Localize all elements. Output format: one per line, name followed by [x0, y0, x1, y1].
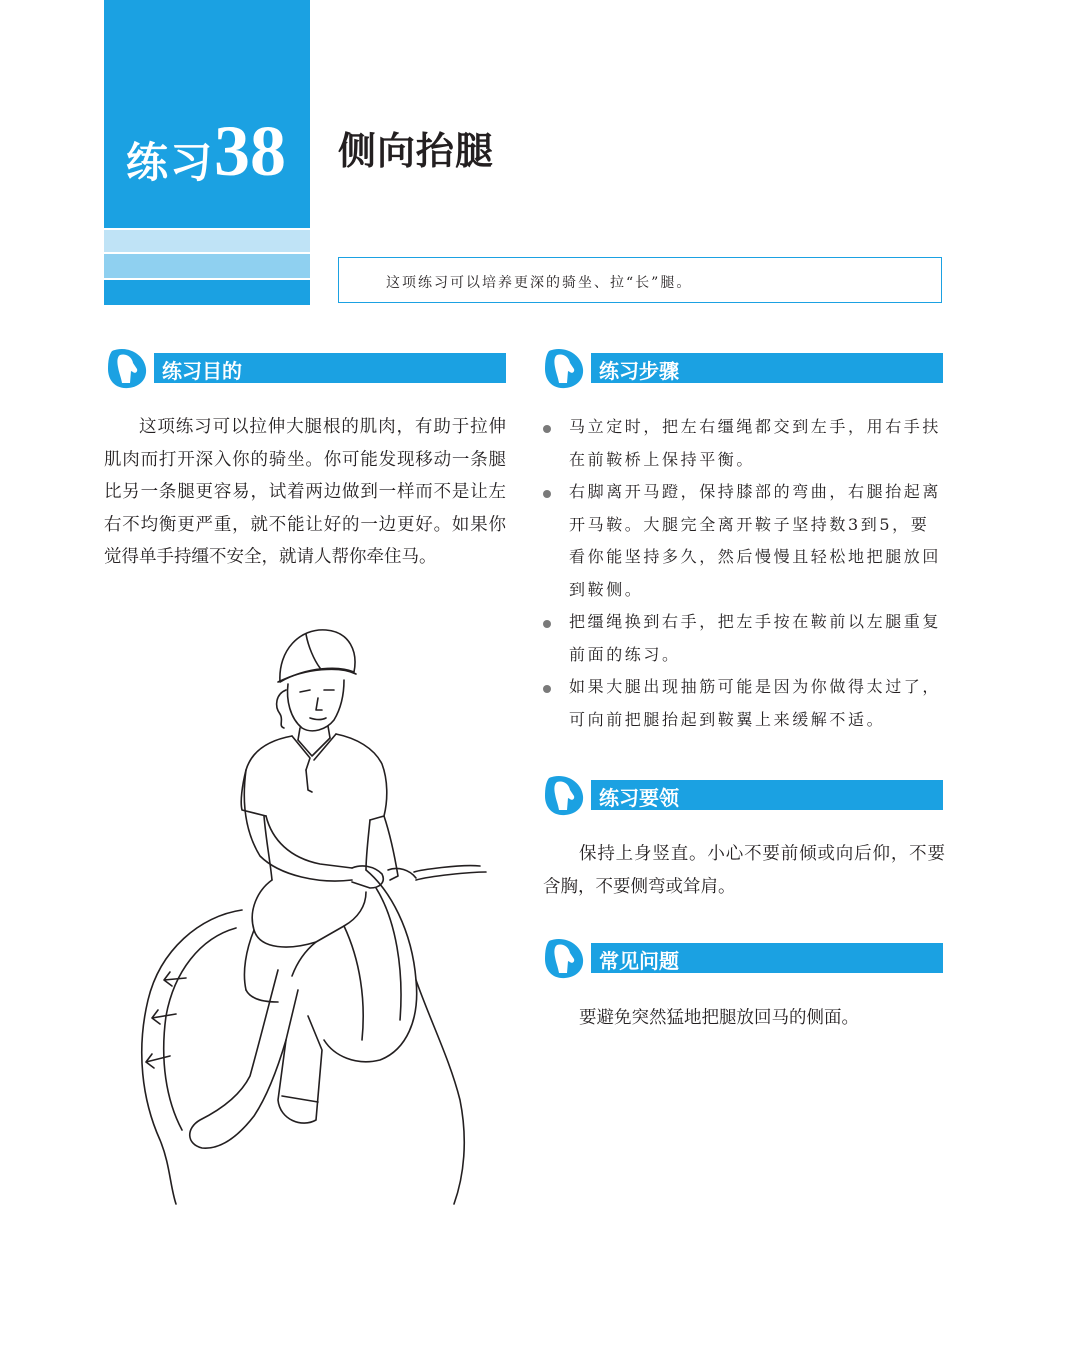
- horse-head-icon: [106, 347, 150, 389]
- bullet: [543, 490, 551, 498]
- section-heading: 练习目的: [162, 359, 242, 383]
- rider-lifting-leg-illustration: [130, 620, 510, 1210]
- step-text: 右脚离开马蹬，保持膝部的弯曲，右腿抬起离开马鞍。大腿完全离开鞍子坚持数3到5，要看你能坚持多久，然后慢慢且轻松地把腿放回到鞍侧。: [569, 482, 942, 599]
- list-item: [543, 671, 945, 736]
- summary-text: 这项练习可以培养更深的骑坐、拉“长”腿。: [386, 275, 693, 291]
- list-item: [543, 476, 945, 606]
- step-text: 把缰绳换到右手，把左手按在鞍前以左腿重复前面的练习。: [569, 612, 942, 664]
- section-heading: 常见问题: [599, 949, 679, 973]
- exercise-number: 38: [214, 111, 286, 191]
- list-item: [543, 606, 945, 671]
- bullet: [543, 425, 551, 433]
- horse-head-icon: [543, 937, 587, 979]
- bullet: [543, 685, 551, 693]
- horse-head-icon: [543, 774, 587, 816]
- section-header-key-points: [541, 780, 943, 810]
- section-header-purpose: [104, 353, 506, 383]
- exercise-title: 侧向抬腿: [338, 128, 495, 173]
- decor-stripe: [104, 230, 310, 252]
- horse-head-icon: [543, 347, 587, 389]
- purpose-body: 这项练习可以拉伸大腿根的肌肉，有助于拉伸肌肉而打开深入你的骑坐。你可能发现移动一条腿比另一条腿更容易，试着两边做到一样而不是让左右不均衡更严重，就不能让好的一边更好。如果你觉得单手持缰不安全，就请人帮你牵住马。: [104, 417, 506, 567]
- step-text: 马立定时，把左右缰绳都交到左手，用右手扶在前鞍桥上保持平衡。: [569, 417, 942, 469]
- section-header-steps: [541, 353, 943, 383]
- bullet: [543, 620, 551, 628]
- list-item: [543, 411, 945, 476]
- exercise-prefix: 练习: [126, 138, 215, 187]
- key-points-body: 保持上身竖直。小心不要前倾或向后仰，不要含胸，不要侧弯或耸肩。: [543, 844, 945, 897]
- common-problems-body: 要避免突然猛地把腿放回马的侧面。: [579, 1008, 859, 1028]
- section-heading: 练习要领: [599, 786, 679, 810]
- steps-list: [543, 411, 945, 736]
- decor-stripe: [104, 254, 310, 278]
- decor-stripe: [104, 280, 310, 305]
- section-heading: 练习步骤: [599, 359, 679, 383]
- section-header-common-problems: [541, 943, 943, 973]
- step-text: 如果大腿出现抽筋可能是因为你做得太过了，可向前把腿抬起到鞍翼上来缓解不适。: [569, 677, 942, 729]
